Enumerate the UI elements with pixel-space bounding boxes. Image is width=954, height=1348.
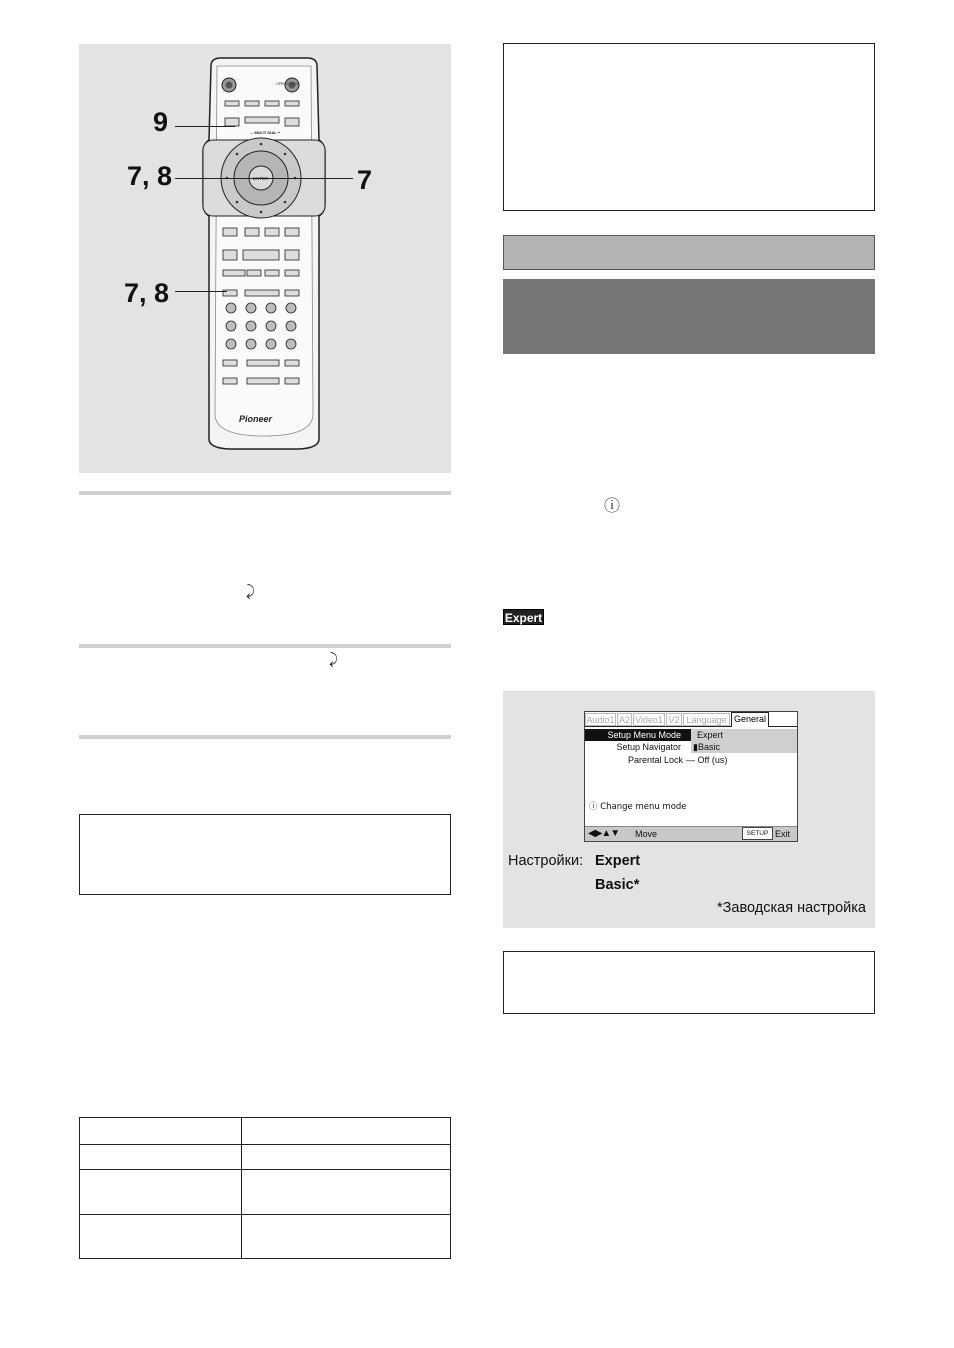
table-cell <box>242 1118 451 1145</box>
arrow-keys-icon: ◀▶▲▼ <box>588 828 620 839</box>
move-hint: Move <box>635 829 658 839</box>
note-box-bottom-right <box>503 951 875 1014</box>
factory-setting-note: *Заводская настройка <box>717 900 866 916</box>
option-marker: ▮ <box>693 742 698 752</box>
step-divider-1 <box>79 491 451 495</box>
on-screen-menu <box>584 711 798 842</box>
tab-underline <box>769 726 797 727</box>
table-cell <box>80 1145 242 1170</box>
tab-video1[interactable]: Video1 <box>633 713 665 726</box>
tab-v2[interactable]: V2 <box>666 713 682 726</box>
settings-table <box>79 1117 451 1259</box>
setup-menu-mode-basic-option[interactable]: Basic <box>698 742 721 752</box>
brand-logo: Pioneer <box>239 414 273 424</box>
setting-option-expert: Expert <box>595 853 641 869</box>
callout-arrows-left-line <box>175 178 353 179</box>
step-divider-2 <box>79 644 451 648</box>
enter-label: ENTER <box>253 176 269 181</box>
callout-arrows-left: 7, 8 <box>127 161 173 191</box>
callout-return: 7, 8 <box>124 278 170 308</box>
note-box-left <box>79 814 451 895</box>
section-title-bar <box>503 279 875 354</box>
tab-audio1[interactable]: Audio1 <box>586 715 615 725</box>
settings-label: Настройки: <box>508 853 584 869</box>
setup-menu-mode-expert-option[interactable]: Expert <box>697 730 724 740</box>
info-icon: ⓘ <box>604 498 621 515</box>
tab-general[interactable]: General <box>731 712 769 727</box>
callout-setup-line <box>175 126 235 127</box>
section-header-bar <box>503 235 875 270</box>
table-row <box>80 1215 451 1259</box>
osd-hint: ⓘ Change menu mode <box>589 802 687 812</box>
remote-illustration-panel <box>79 44 451 473</box>
note-box-top-right <box>503 43 875 211</box>
step-divider-3 <box>79 735 451 739</box>
multi-dial-label: – MULTI DIAL + <box>251 130 281 135</box>
setup-key[interactable]: SETUP <box>742 827 773 840</box>
table-row <box>80 1145 451 1170</box>
table-row <box>80 1118 451 1145</box>
table-cell <box>242 1145 451 1170</box>
setup-screen-panel <box>503 691 875 928</box>
table-cell <box>242 1215 451 1259</box>
setting-option-basic: Basic* <box>595 877 640 893</box>
table-cell <box>242 1170 451 1215</box>
parental-lock-label[interactable]: Parental Lock <box>627 755 683 765</box>
return-arrow-icon: ⤸ <box>246 583 256 600</box>
expert-mode-badge: Expert <box>504 611 543 625</box>
table-cell <box>80 1118 242 1145</box>
remote-control-illustration <box>79 44 451 473</box>
table-cell <box>80 1215 242 1259</box>
table-row <box>80 1170 451 1215</box>
osd-footer <box>585 826 797 841</box>
tab-underline <box>585 726 731 727</box>
table-cell <box>80 1170 242 1215</box>
tab-language[interactable]: Language <box>683 713 730 726</box>
return-arrow-icon: ⤸ <box>329 651 339 668</box>
setup-navigator-label[interactable]: Setup Navigator <box>616 742 681 752</box>
parental-lock-value: — Off (us) <box>686 755 728 765</box>
exit-hint: Exit <box>775 829 791 839</box>
callout-enter: 7 <box>357 165 373 195</box>
callout-return-line <box>175 291 227 292</box>
tab-a2[interactable]: A2 <box>618 715 630 725</box>
setup-menu-mode-label[interactable]: Setup Menu Mode <box>607 730 681 740</box>
open-close-label: OPEN/CLOSE <box>276 82 299 86</box>
osd-tab-bar <box>585 712 797 727</box>
callout-setup: 9 <box>153 107 169 137</box>
